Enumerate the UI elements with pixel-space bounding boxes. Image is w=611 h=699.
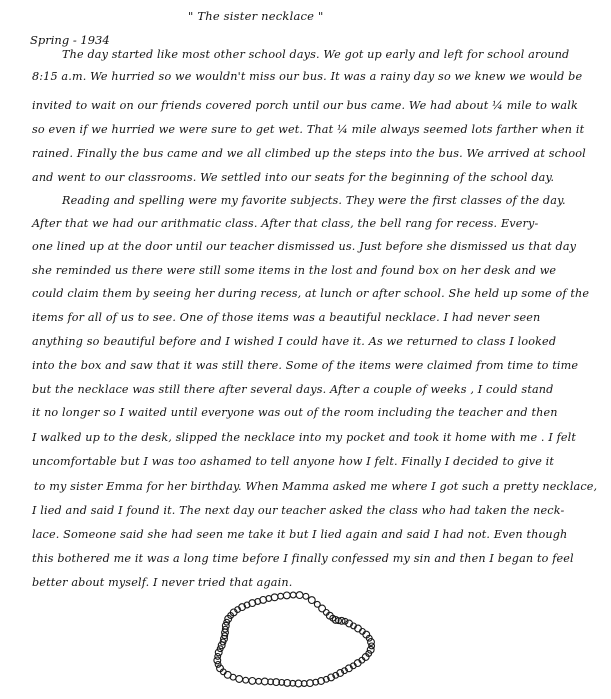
necklace-bead: [224, 671, 231, 678]
text-line-16: it no longer so I waited until everyone was out of the room including the teacher and then: [32, 406, 558, 419]
necklace-bead: [271, 594, 278, 601]
text-line-23: better about myself. I never tried that again.: [32, 576, 293, 589]
necklace-bead: [278, 593, 284, 599]
text-line-9: one lined up at the door until our teacher dismissed us. Just before she dismissed us that day: [32, 240, 577, 253]
necklace-bead: [222, 622, 229, 629]
document-date: Spring - 1934: [30, 33, 110, 47]
text-line-1: The day started like most other school days. We got up early and left for school around: [62, 48, 570, 61]
text-line-17: I walked up to the desk, slipped the necklace into my pocket and took it home with me . I felt: [32, 431, 577, 444]
text-line-6: and went to our classrooms. We settled into our seats for the beginning of the school day.: [32, 171, 555, 184]
necklace-bead: [236, 676, 243, 683]
text-line-11: could claim them by seeing her during recess, at lunch or after school. She held up some of the: [32, 287, 590, 300]
text-line-22: this bothered me it was a long time before I finally confessed my sin and then I began to feel: [32, 552, 574, 565]
necklace-bead: [256, 678, 262, 684]
text-line-8: After that we had our arithmatic class. After that class, the bell rang for recess. Every-: [32, 217, 539, 230]
text-line-5: rained. Finally the bus came and we all climbed up the steps into the bus. We arrived at school: [32, 147, 586, 160]
text-line-3: invited to wait on our friends covered porch until our bus came. We had about ¼ mile to walk: [32, 99, 578, 112]
necklace-bead: [218, 642, 225, 649]
necklace-bead: [296, 592, 303, 599]
text-line-21: lace. Someone said she had seen me take it but I lied again and said I had not. Even though: [32, 528, 568, 541]
text-line-18: uncomfortable but I was too ashamed to tell anyone how I felt. Finally I decided to give it: [32, 455, 555, 468]
necklace-bead: [283, 592, 290, 599]
text-line-2: 8:15 a.m. We hurried so we wouldn't miss our bus. It was a rainy day so we knew we would be: [32, 70, 583, 83]
text-line-10: she reminded us there were still some items in the lost and found box on her desk and we: [32, 264, 557, 277]
necklace-bead: [308, 597, 315, 604]
text-line-4: so even if we hurried we were sure to get wet. That ¼ mile always seemed lots farther when it: [32, 123, 585, 136]
necklace-bead: [215, 649, 222, 656]
document-title: " The sister necklace ": [188, 9, 324, 23]
text-line-13: anything so beautiful before and I wished I could have it. As we returned to class I looked: [32, 335, 557, 348]
bead-necklace-drawing: [205, 588, 375, 698]
text-line-12: items for all of us to see. One of those items was a beautiful necklace. I had never seen: [32, 311, 541, 324]
text-line-19: to my sister Emma for her birthday. When Mamma asked me where I got such a pretty necklace,: [34, 480, 598, 493]
text-line-14: into the box and saw that it was still there. Some of the items were claimed from time to time: [32, 359, 579, 372]
text-line-15: but the necklace was still there after several days. After a couple of weeks , I could stand: [32, 383, 554, 396]
necklace-bead: [290, 592, 296, 598]
text-line-20: I lied and said I found it. The next day our teacher asked the class who had taken the neck-: [32, 504, 565, 517]
necklace-bead: [303, 593, 309, 599]
necklace-bead: [243, 677, 249, 683]
text-line-7: Reading and spelling were my favorite subjects. They were the first classes of the day.: [62, 194, 566, 207]
necklace-bead: [249, 678, 256, 685]
